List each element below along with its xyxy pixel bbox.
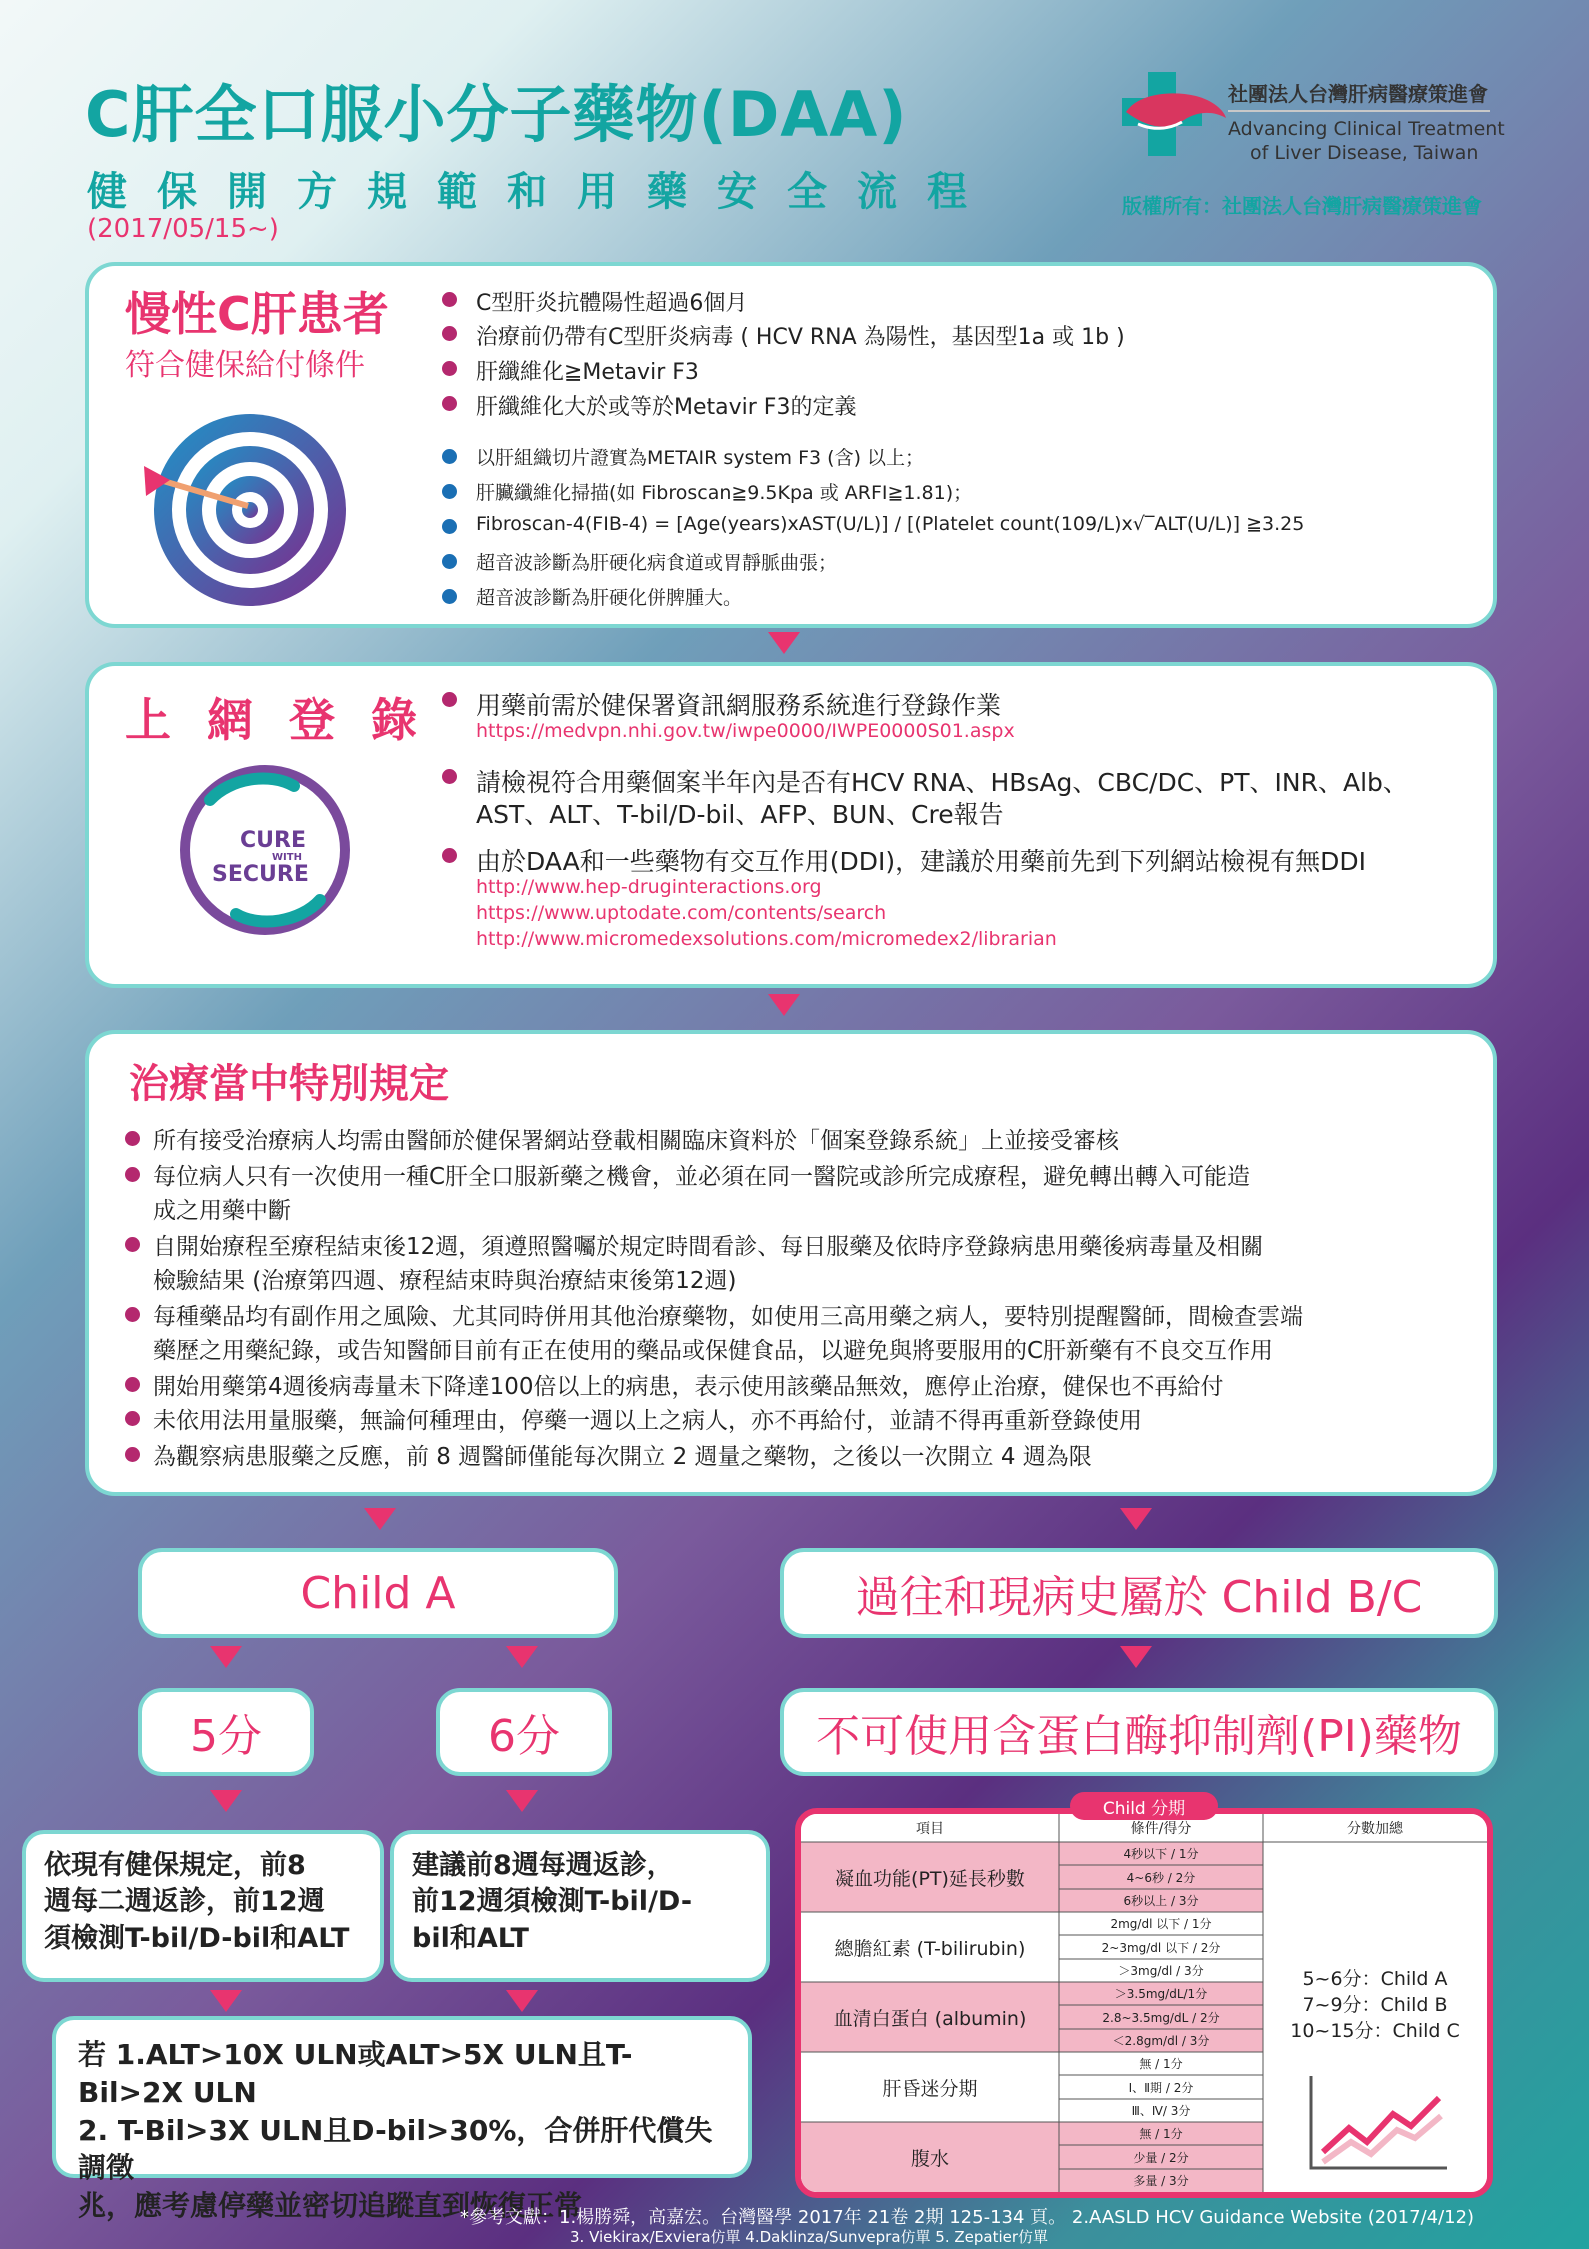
arrow-down-icon bbox=[364, 1508, 396, 1530]
f3-definition-4: 超音波診斷為肝硬化病食道或胃靜脈曲張； bbox=[476, 548, 837, 575]
effective-date: (2017/05/15~) bbox=[87, 214, 279, 244]
cond-cell: 4秒以下 / 1分 bbox=[1123, 1847, 1199, 1861]
treatment-rules-card bbox=[85, 1030, 1497, 1496]
ddi-link-1[interactable]: http://www.hep-druginteractions.org bbox=[476, 876, 822, 898]
rule-6: 未依用法用量服藥，無論何種理由，停藥一週以上之病人，亦不再給付，並請不得再重新登錄使用 bbox=[153, 1402, 1142, 1435]
rule-4-cont: 藥歷之用藥紀錄，或告知醫師目前有正在使用的藥品或保健食品，以避免與將要服用的C肝新藥有不良交互作用 bbox=[153, 1338, 1274, 1364]
org-name-en-line1: Advancing Clinical Treatment bbox=[1228, 118, 1505, 140]
no-pi-box: 不可使用含蛋白酶抑制劑(PI)藥物 bbox=[780, 1688, 1498, 1776]
logo-text-cure: CURE bbox=[240, 828, 306, 853]
col-header-condition: 條件/得分 bbox=[1130, 1821, 1192, 1837]
row-item-coma: 肝昏迷分期 bbox=[882, 2077, 978, 2100]
child-a-box: Child A bbox=[138, 1548, 618, 1638]
logo-text-with: WITH bbox=[272, 852, 302, 863]
ddi-link-3[interactable]: http://www.micromedexsolutions.com/micromedex2/librarian bbox=[476, 928, 1057, 950]
registration-item-2: 請檢視符合用藥個案半年內是否有HCV RNA、HBsAg、CBC/DC、PT、INR、Alb、 bbox=[476, 763, 1408, 799]
col-header-item: 項目 bbox=[916, 1821, 944, 1837]
stop-criteria-note: 若 1.ALT>10X ULN或ALT>5X ULN且T-Bil>2X ULN 2. T-Bil>3X ULN且D-bil>30%，合併肝代償失調徵 兆，應考慮停藥並密切追蹤直到恢復正常 bbox=[52, 2016, 752, 2178]
arrow-down-icon bbox=[1120, 1646, 1152, 1668]
eligibility-subtitle: 符合健保給付條件 bbox=[125, 348, 365, 383]
page-title: C肝全口服小分子藥物(DAA) bbox=[85, 78, 908, 151]
arrow-down-icon bbox=[1120, 1508, 1152, 1530]
total-child-b: 7~9分：Child B bbox=[1302, 1993, 1448, 2016]
eligibility-item-3: 肝纖維化≧Metavir F3 bbox=[476, 355, 699, 386]
cond-cell: ＞3.5mg/dL/1分 bbox=[1114, 1987, 1208, 2001]
trend-chart-icon bbox=[1301, 2072, 1451, 2176]
arrow-down-icon bbox=[768, 994, 800, 1016]
cond-cell: 2.8~3.5mg/dL / 2分 bbox=[1102, 2010, 1220, 2025]
col-header-total: 分數加總 bbox=[1347, 1821, 1403, 1837]
total-child-c: 10~15分：Child C bbox=[1290, 2019, 1460, 2042]
f3-definition-1: 以肝組織切片證實為METAIR system F3 (含) 以上； bbox=[476, 443, 924, 470]
page-subtitle: 健保開方規範和用藥安全流程 bbox=[87, 169, 997, 215]
cond-cell: Ⅰ、Ⅱ期 / 2分 bbox=[1128, 2080, 1194, 2095]
score-6-box: 6分 bbox=[436, 1688, 612, 1776]
cond-cell: 4~6秒 / 2分 bbox=[1126, 1870, 1196, 1885]
f3-definition-5: 超音波診斷為肝硬化併脾腫大。 bbox=[476, 583, 742, 610]
total-child-a: 5~6分：Child A bbox=[1302, 1967, 1448, 1990]
score-6-note: 建議前8週每週返診， 前12週須檢測T-bil/D- bil和ALT bbox=[390, 1830, 770, 1982]
score-5-box: 5分 bbox=[138, 1688, 314, 1776]
org-name-en-line2: of Liver Disease, Taiwan bbox=[1250, 142, 1479, 164]
references-line2: 3. Viekirax/Exviera仿單 4.Daklinza/Sunvepra仿單 5. Zepatier仿單 bbox=[570, 2228, 1049, 2246]
arrow-down-icon bbox=[506, 1646, 538, 1668]
f3-definition-3: Fibroscan-4(FIB-4) = [Age(years)xAST(U/L)] / [(Platelet count(109/L)x√‾ALT(U/L)] ≧3.25 bbox=[476, 513, 1305, 535]
treatment-rules-title: 治療當中特別規定 bbox=[129, 1061, 449, 1107]
cond-cell: Ⅲ、Ⅳ/ 3分 bbox=[1131, 2104, 1191, 2118]
eligibility-item-2: 治療前仍帶有C型肝炎病毒 ( HCV RNA 為陽性，基因型1a 或 1b ) bbox=[476, 320, 1125, 351]
logo-text-secure: SECURE bbox=[212, 862, 309, 887]
cond-cell: 2~3mg/dl 以下 / 2分 bbox=[1101, 1940, 1221, 1955]
child-bc-box: 過往和現病史屬於 Child B/C bbox=[780, 1548, 1498, 1638]
org-logo-icon bbox=[1108, 66, 1242, 162]
references-line1: *參考文獻：1.楊勝舜，高嘉宏。台灣醫學 2017年 21卷 2期 125-134 頁。 2.AASLD HCV Guidance Website (2017/4/12) bbox=[460, 2207, 1475, 2228]
eligibility-item-4: 肝纖維化大於或等於Metavir F3的定義 bbox=[476, 390, 856, 421]
rule-3: 自開始療程至療程結束後12週，須遵照醫囑於規定時間看診、每日服藥及依時序登錄病患用藥後病毒量及相關 bbox=[153, 1228, 1263, 1261]
rule-4: 每種藥品均有副作用之風險、尤其同時併用其他治療藥物，如使用三高用藥之病人，要特別提醒醫師，間檢查雲端 bbox=[153, 1298, 1303, 1331]
copyright: 版權所有：社團法人台灣肝病醫療策進會 bbox=[1122, 194, 1482, 218]
arrow-down-icon bbox=[210, 1646, 242, 1668]
child-pugh-table bbox=[795, 1808, 1493, 2198]
rule-2: 每位病人只有一次使用一種C肝全口服新藥之機會，並必須在同一醫院或診所完成療程，避免轉出轉入可能造 bbox=[153, 1158, 1250, 1191]
eligibility-title: 慢性C肝患者 bbox=[125, 287, 389, 341]
arrow-down-icon bbox=[506, 1790, 538, 1812]
rule-2-cont: 成之用藥中斷 bbox=[153, 1198, 291, 1224]
org-divider bbox=[1228, 110, 1490, 112]
org-name-zh: 社團法人台灣肝病醫療策進會 bbox=[1228, 82, 1488, 106]
registration-item-3: 由於DAA和一些藥物有交互作用(DDI)，建議於用藥前先到下列網站檢視有無DDI bbox=[476, 842, 1366, 878]
rule-7: 為觀察病患服藥之反應，前 8 週醫師僅能每次開立 2 週量之藥物，之後以一次開立 4 週為限 bbox=[153, 1438, 1092, 1471]
row-item-pt: 凝血功能(PT)延長秒數 bbox=[835, 1867, 1025, 1890]
cond-cell: 無 / 1分 bbox=[1139, 2057, 1183, 2071]
row-item-bilirubin: 總膽紅素 (T-bilirubin) bbox=[834, 1937, 1026, 1960]
ddi-link-2[interactable]: https://www.uptodate.com/contents/search bbox=[476, 902, 887, 924]
rule-3-cont: 檢驗結果 (治療第四週、療程結束時與治療結束後第12週) bbox=[153, 1268, 737, 1294]
cond-cell: 少量 / 2分 bbox=[1133, 2150, 1189, 2165]
target-icon bbox=[140, 400, 350, 610]
child-stage-tab: Child 分期 bbox=[1070, 1792, 1218, 1820]
cond-cell: ＞3mg/dl / 3分 bbox=[1118, 1964, 1204, 1978]
score-5-note: 依現有健保規定，前8 週每二週返診，前12週 須檢測T-bil/D-bil和ALT bbox=[22, 1830, 384, 1982]
rule-1: 所有接受治療病人均需由醫師於健保署網站登載相關臨床資料於「個案登錄系統」上並接受審核 bbox=[153, 1122, 1119, 1155]
rule-5: 開始用藥第4週後病毒量未下降達100倍以上的病患，表示使用該藥品無效，應停止治療，健保也不再給付 bbox=[153, 1368, 1224, 1401]
registration-title: 上 網 登 錄 bbox=[125, 693, 428, 747]
cond-cell: 2mg/dl 以下 / 1分 bbox=[1110, 1917, 1212, 1931]
cond-cell: 多量 / 3分 bbox=[1133, 2174, 1189, 2188]
registration-item-1: 用藥前需於健保署資訊網服務系統進行登錄作業 bbox=[476, 686, 1001, 722]
arrow-down-icon bbox=[768, 632, 800, 654]
row-item-albumin: 血清白蛋白 (albumin) bbox=[833, 2007, 1027, 2030]
arrow-down-icon bbox=[210, 1790, 242, 1812]
eligibility-item-1: C型肝炎抗體陽性超過6個月 bbox=[476, 286, 747, 317]
registration-item-2-cont: AST、ALT、T-bil/D-bil、AFP、BUN、Cre報告 bbox=[476, 800, 1004, 829]
nhi-login-link[interactable]: https://medvpn.nhi.gov.tw/iwpe0000/IWPE0000S01.aspx bbox=[476, 720, 1015, 742]
cond-cell: 6秒以上 / 3分 bbox=[1123, 1894, 1199, 1908]
cond-cell: ＜2.8gm/dl / 3分 bbox=[1112, 2034, 1210, 2048]
row-item-ascites: 腹水 bbox=[910, 2147, 949, 2170]
arrow-down-icon bbox=[506, 1990, 538, 2012]
cond-cell: 無 / 1分 bbox=[1139, 2127, 1183, 2141]
arrow-down-icon bbox=[210, 1990, 242, 2012]
f3-definition-2: 肝臟纖維化掃描(如 Fibroscan≧9.5Kpa 或 ARFI≧1.81)； bbox=[476, 478, 972, 505]
